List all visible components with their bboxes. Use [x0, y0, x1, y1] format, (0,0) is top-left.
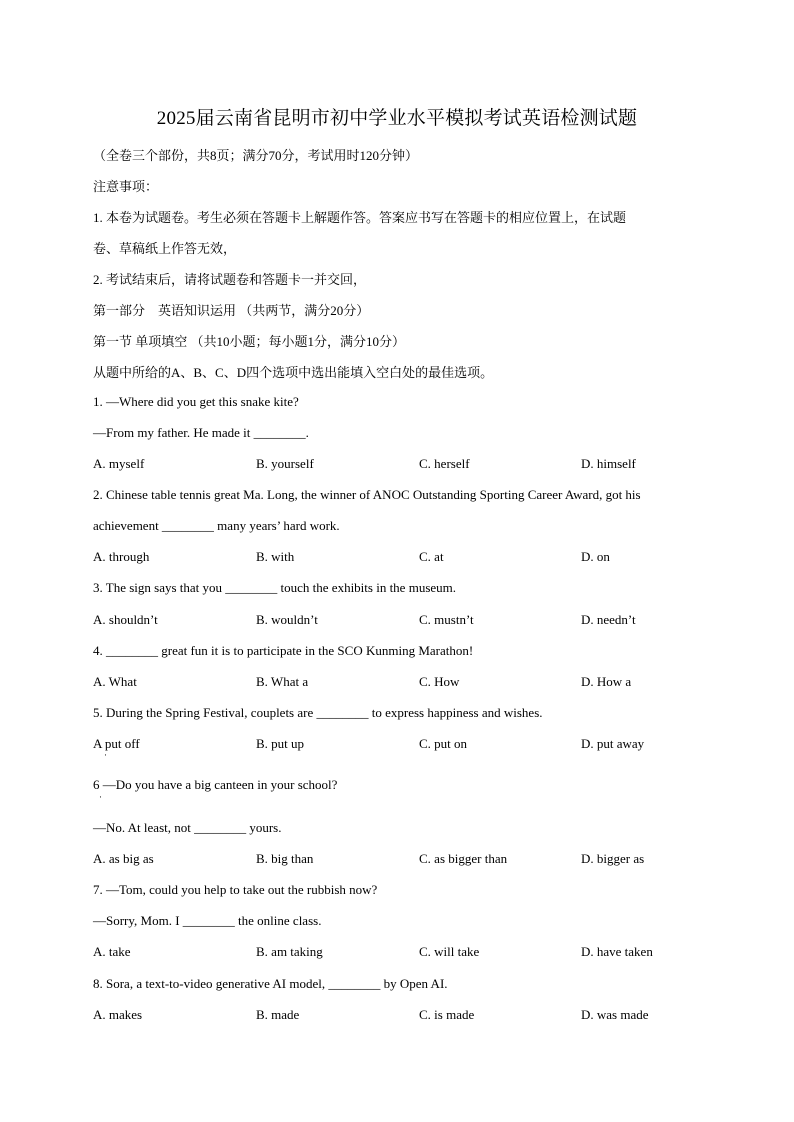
- option-d: D. have taken: [581, 944, 653, 959]
- option-b: B. am taking: [256, 944, 323, 959]
- note-1-line-1: 1. 本卷为试题卷。考生必须在答题卡上解题作答。答案应书写在答题卡的相应位置上，在试题: [93, 210, 627, 225]
- option-c: C. is made: [419, 1007, 475, 1022]
- question-1-options: [0, 456, 794, 474]
- question-6-line-1: 6 —Do you have a big canteen in your school?: [93, 777, 338, 792]
- option-c: C. put on: [419, 736, 468, 751]
- question-3-line-1: 3. The sign says that you ________ touch the exhibits in the museum.: [93, 580, 457, 595]
- option-c: C. will take: [419, 944, 480, 959]
- option-a: A. myself: [93, 456, 145, 471]
- option-c: C. herself: [419, 456, 470, 471]
- question-7-line-1: 7. —Tom, could you help to take out the rubbish now?: [93, 882, 378, 897]
- option-c: C. How: [419, 674, 460, 689]
- option-d: D. How a: [581, 674, 632, 689]
- question-1-line-1: 1. —Where did you get this snake kite?: [93, 394, 299, 409]
- option-d: D. on: [581, 549, 610, 564]
- option-c: C. mustn’t: [419, 612, 474, 627]
- notes-heading: 注意事项：: [93, 179, 159, 194]
- section-heading: 第一节 单项填空 （共10小题；每小题1分，满分10分）: [93, 334, 406, 349]
- option-d: D. needn’t: [581, 612, 636, 627]
- option-b: B. wouldn’t: [256, 612, 318, 627]
- option-a: A. makes: [93, 1007, 143, 1022]
- question-2-options: [0, 549, 794, 567]
- option-d: D. put away: [581, 736, 645, 751]
- option-d: D. was made: [581, 1007, 649, 1022]
- subtitle: （全卷三个部份，共8页；满分70分，考试用时120分钟）: [93, 148, 419, 163]
- option-d: D. bigger as: [581, 851, 645, 866]
- question-5-line-1: 5. During the Spring Festival, couplets are ________ to express happiness and wishes.: [93, 705, 543, 720]
- question-7-options: [0, 944, 794, 962]
- option-a: A. What: [93, 674, 137, 689]
- question-4-line-1: 4. ________ great fun it is to participate in the SCO Kunming Marathon!: [93, 643, 474, 658]
- question-3-options: [0, 612, 794, 630]
- stray-dot: ·: [104, 750, 107, 760]
- question-6-options: [0, 851, 794, 869]
- question-2-line-2: achievement ________ many years’ hard work.: [93, 518, 340, 533]
- option-b: B. big than: [256, 851, 314, 866]
- question-1-line-2: —From my father. He made it ________.: [93, 425, 309, 440]
- option-c: C. at: [419, 549, 444, 564]
- option-a: A. as big as: [93, 851, 154, 866]
- option-b: B. yourself: [256, 456, 314, 471]
- instruction: 从题中所给的A、B、C、D四个选项中选出能填入空白处的最佳选项。: [93, 365, 494, 380]
- question-7-line-2: —Sorry, Mom. I ________ the online class.: [93, 913, 322, 928]
- part-heading: 第一部分 英语知识运用 （共两节，满分20分）: [93, 303, 370, 318]
- option-b: B. What a: [256, 674, 309, 689]
- note-2: 2. 考试结束后，请将试题卷和答题卡一并交回，: [93, 272, 367, 287]
- question-4-options: [0, 674, 794, 692]
- option-c: C. as bigger than: [419, 851, 508, 866]
- option-a: A. shouldn’t: [93, 612, 158, 627]
- option-a: A put off: [93, 736, 140, 751]
- note-1-line-2: 卷、草稿纸上作答无效，: [93, 241, 237, 256]
- stray-dot: ·: [99, 792, 102, 802]
- question-5-options: [0, 736, 794, 754]
- question-8-options: [0, 1007, 794, 1025]
- question-6-line-2: —No. At least, not ________ yours.: [93, 820, 282, 835]
- option-d: D. himself: [581, 456, 636, 471]
- option-b: B. with: [256, 549, 295, 564]
- question-8-line-1: 8. Sora, a text-to-video generative AI model, ________ by Open AI.: [93, 976, 448, 991]
- page-title: 2025届云南省昆明市初中学业水平模拟考试英语检测试题: [156, 108, 638, 129]
- option-a: A. take: [93, 944, 131, 959]
- option-a: A. through: [93, 549, 150, 564]
- option-b: B. made: [256, 1007, 300, 1022]
- option-b: B. put up: [256, 736, 305, 751]
- question-2-line-1: 2. Chinese table tennis great Ma. Long, the winner of ANOC Outstanding Sporting Career Award, got his: [93, 487, 641, 502]
